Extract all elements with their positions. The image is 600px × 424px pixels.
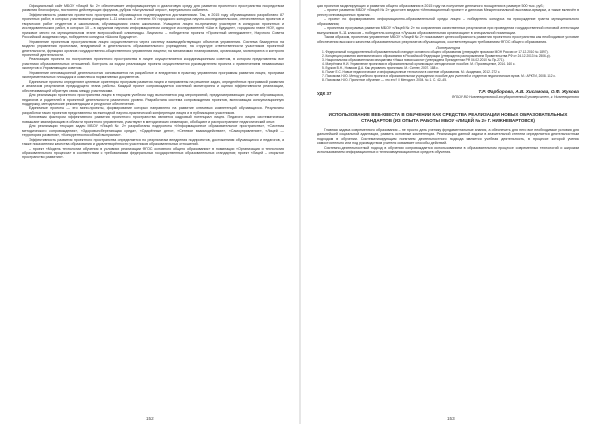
reference-item: 3. Национальная образовательная инициатива «Наша новая школа» (утверждена Президентом РФ 04.02.2010 № Пр-271). [322, 58, 505, 63]
paragraph: Реализация проекта по построению проектного пространства в лицее осуществляется координационным советом, в котором представлены все участники образовательных отношений. Контроль за ходом реализации проекта осуществляется руководителем проекта с привлечением независимых экспертов и Управляющим советом. [22, 57, 284, 71]
reference-item: 4. Матрёнина Н.И. Управление проектами в образовательной организации: методическое пособие. М.: Просвещение, 2014. 160 с. [322, 62, 516, 67]
udc-code: УДК 37 [317, 91, 332, 97]
paragraph: Ключевым фактором эффективного развития проектного пространства является кадровый потенциал лицея. Педагоги лицея систематически повышают квалификацию в области проектного управления, участвуют в методических семинарах, обобщают и распространяют педагогический опыт. [22, 115, 284, 124]
paragraph: – проект по формированию информационно-образовательной среды лицея – победитель конкурса на присуждение гранта муниципального образования; [317, 17, 579, 26]
paragraph: Официальный сайт МБОУ «Лицей № 2» обеспечивает информационную и диалоговую среду для развития проектного пространства посредством развития блогосферы, постоянно действующих форумов, рубрик «Актуальный опрос», виртуального кабинета. [22, 4, 284, 13]
paragraph: Управление инновационной деятельностью основывается на разработке и внедрении в практику управления программы развития лицея, программ экспериментальных площадок и комплекса нормативных документов. [22, 70, 284, 80]
paragraph: – проект «Модель технологии обучения в условиях реализации ФГОС основного общего образования» в номинации «Организация и технология образовательного процесса» в соответствии с требованиями федеральных государственных образовательных стандартов; проект «Лицей – открытое пространство развития». [22, 146, 284, 160]
paragraph: – проектная программа развития МБОУ «Лицей № 2» по сохранению качественных результатов при проведении государственной итоговой аттестации выпускников 9–11 классов – победитель конкурса «Лучшая образовательная организация» в специальной номинации. [317, 26, 579, 35]
page-number-right: 153 [447, 416, 455, 421]
paragraph: Главная задача современного образования – не просто дать ученику фундаментальные знания, а обеспечить для него все необходимые условия для дальнейшей социальной адаптации, развить основные компетенции. Реализация данной задачи в значительной степени определяется деятельностным подходом в обучении. Систематизирующим понятием деятельностного подхода является учебная деятельность, в процессе которой ученик самостоятельно или под руководством учителя осваивает способы действий. [317, 127, 579, 146]
paragraph: Системно-деятельностный подход в обучении сопровождается использованием в образовательном процессе современных технологий и широким использованием информационных и телекоммуникационных средств обучения. [317, 145, 579, 155]
article-title: ИСПОЛЬЗОВАНИЕ ВЕБ-КВЕСТА В ОБУЧЕНИИ КАК СРЕДСТВА РЕАЛИЗАЦИИ НОВЫХ ОБРАЗОВАТЕЛЬНЫХ СТАНДАРТОВ (ИЗ ОПЫТА РАБОТЫ МБОУ «ЛИЦЕЙ № 2» Г. НИЖНЕВАРТОВСК) [328, 112, 568, 124]
paragraph: Управление проектным пространством лицея осуществляется через систему взаимодействующих объектов управления. Система базируется на модели управления проектами, внедряемой в деятельность образовательного учреждения; на структуре ответственности участников проектной деятельности, функциях органов государственно-общественного управления лицеем; на механизмах планирования, организации, мониторинга и контроля проектной деятельности. [22, 39, 284, 57]
reference-item: 1. Федеральный государственный образовательный стандарт основного общего образования (утверждён приказом МОН России от 17.12.2010 № 1897). [322, 50, 549, 55]
reference-item: 8. Пахомова Н.Ю. Проектное обучение — что это? // Методист. 2004. № 1. С. 42–45. [322, 78, 447, 83]
page-number-left: 152 [146, 416, 154, 421]
article-header [317, 89, 579, 107]
left-page [22, 4, 284, 160]
right-page [317, 4, 579, 155]
reference-item: 7. Пахомова Н.Ю. Метод учебного проекта в образовательном учреждении: пособие для учителей и студентов педагогических вузов. М.: АРКТИ, 2008. 112 с. [322, 74, 556, 79]
page-gutter [299, 0, 301, 424]
paragraph: Единичные проекты определяют целевые ориентиры программ развития лицея и направлены на решение задач, определённых программой развития и анализом результатов предыдущего этапа работы. Каждый проект сопровождается системой мониторинга и оценки эффективности реализации, обеспечивающей обратную связь между участниками. [22, 79, 284, 93]
paragraph: Эффективность развития проектного пространства обучающихся подтверждается достижениями. Так, в 2015 году обучающимися разработано 87 проектных работ, в которых участвовали учащиеся 1–11 классов. 2 степени XV городского конкурса научно-исследовательских, отечественных проектов и творческих работ студентов и школьников, обучающимися стали школьники. Учащиеся лицея по-прежнему участвуют в конкурсах проектных и исследовательских работ, в которых 10 – в окружном научном информационном конкурсе исследователей «Шаг в будущее», городском этапе НОУ, одно призовое место на муниципальном этапе всероссийской олимпиады. Лицеисты – победители проекта «Проектный менеджмент», Научного Совета Российской академии наук, победители конкурса «Школа будущего». [22, 12, 284, 40]
references-title: Литература [436, 45, 460, 51]
reference-item: 2. Концепция развития математического образования в Российской Федерации (утверждена распоряжением Правительства РФ от 24.12.2013 № 2506-р). [322, 54, 551, 59]
paragraph: Для реализации проектного пространства лицея в текущем учебном году выполняется ряд мероприятий, предусматривающих участие обучающихся, педагогов и родителей в проектной деятельности различного уровня. Разработана система сопровождения проектов, включающая консультационную поддержку, методические рекомендации и ресурсное обеспечение. [22, 93, 284, 106]
paragraph: цая проектов моделирующих и развития общего образования в 2015 году на получение денежного поощрения в размере 500 тыс. руб.; [317, 4, 545, 8]
reference-item: 6. Полат Е.С. Новые педагогические и информационные технологии в системе образования. М.: Академия, 2012. 272 с. [322, 70, 501, 75]
article-affiliation: ФГБОУ ВО Нижневартовский государственный университет, г. Нижневартовск [451, 95, 579, 100]
paragraph: Таким образом, проектная управление МБОУ «Лицей № 2» показывает целесообразность развития проектного пространства как необходимое условие обеспечения высокого качества образовательных результатов обучающихся, соответствующих требованиям ФГОС общего образования. [317, 35, 579, 44]
reference-item: 5. Бурков В.Н., Новиков Д.А. Как управлять проектами. М.: Синтег, 2007. 188 с. [322, 66, 439, 71]
paragraph: Для реализации текущих задач МБОУ «Лицей № 2» разработаны подпроекты «Информационное образовательное пространство», «Система методического сопровождения», «Здоровьесберегающая среда», «Одарённые дети», «Сетевое взаимодействие», «Самоуправление», «Лицей — территория развития», «Конкурентоспособный выпускник». [22, 124, 284, 138]
paragraph: Единичные проекты — это мини-проекты, формирование которых направлено на развитие ключевых компетенций обучающихся. Результаты разработки таких проектов представлены на ежегодной научно-практической конференции лицея и в публикациях участников. [22, 106, 284, 115]
paragraph: Эффективность развития проектного пространства определяется по результатам внедрения подпроектов, достижениям обучающихся и педагогов, а также показателям качества образования и удовлетворённости участников образовательных отношений. [22, 137, 284, 147]
article-authors: Т.Р. Фарборова, А.В. Хисамова, О.Ф. Жукова [478, 89, 579, 95]
paragraph: – проект развития МБОУ «Лицей № 2» удостоен медали «Инновационный проект» и диплома Межрегиональной выставки-ярмарки, а также включён в реестр инновационных практик. [317, 8, 579, 17]
